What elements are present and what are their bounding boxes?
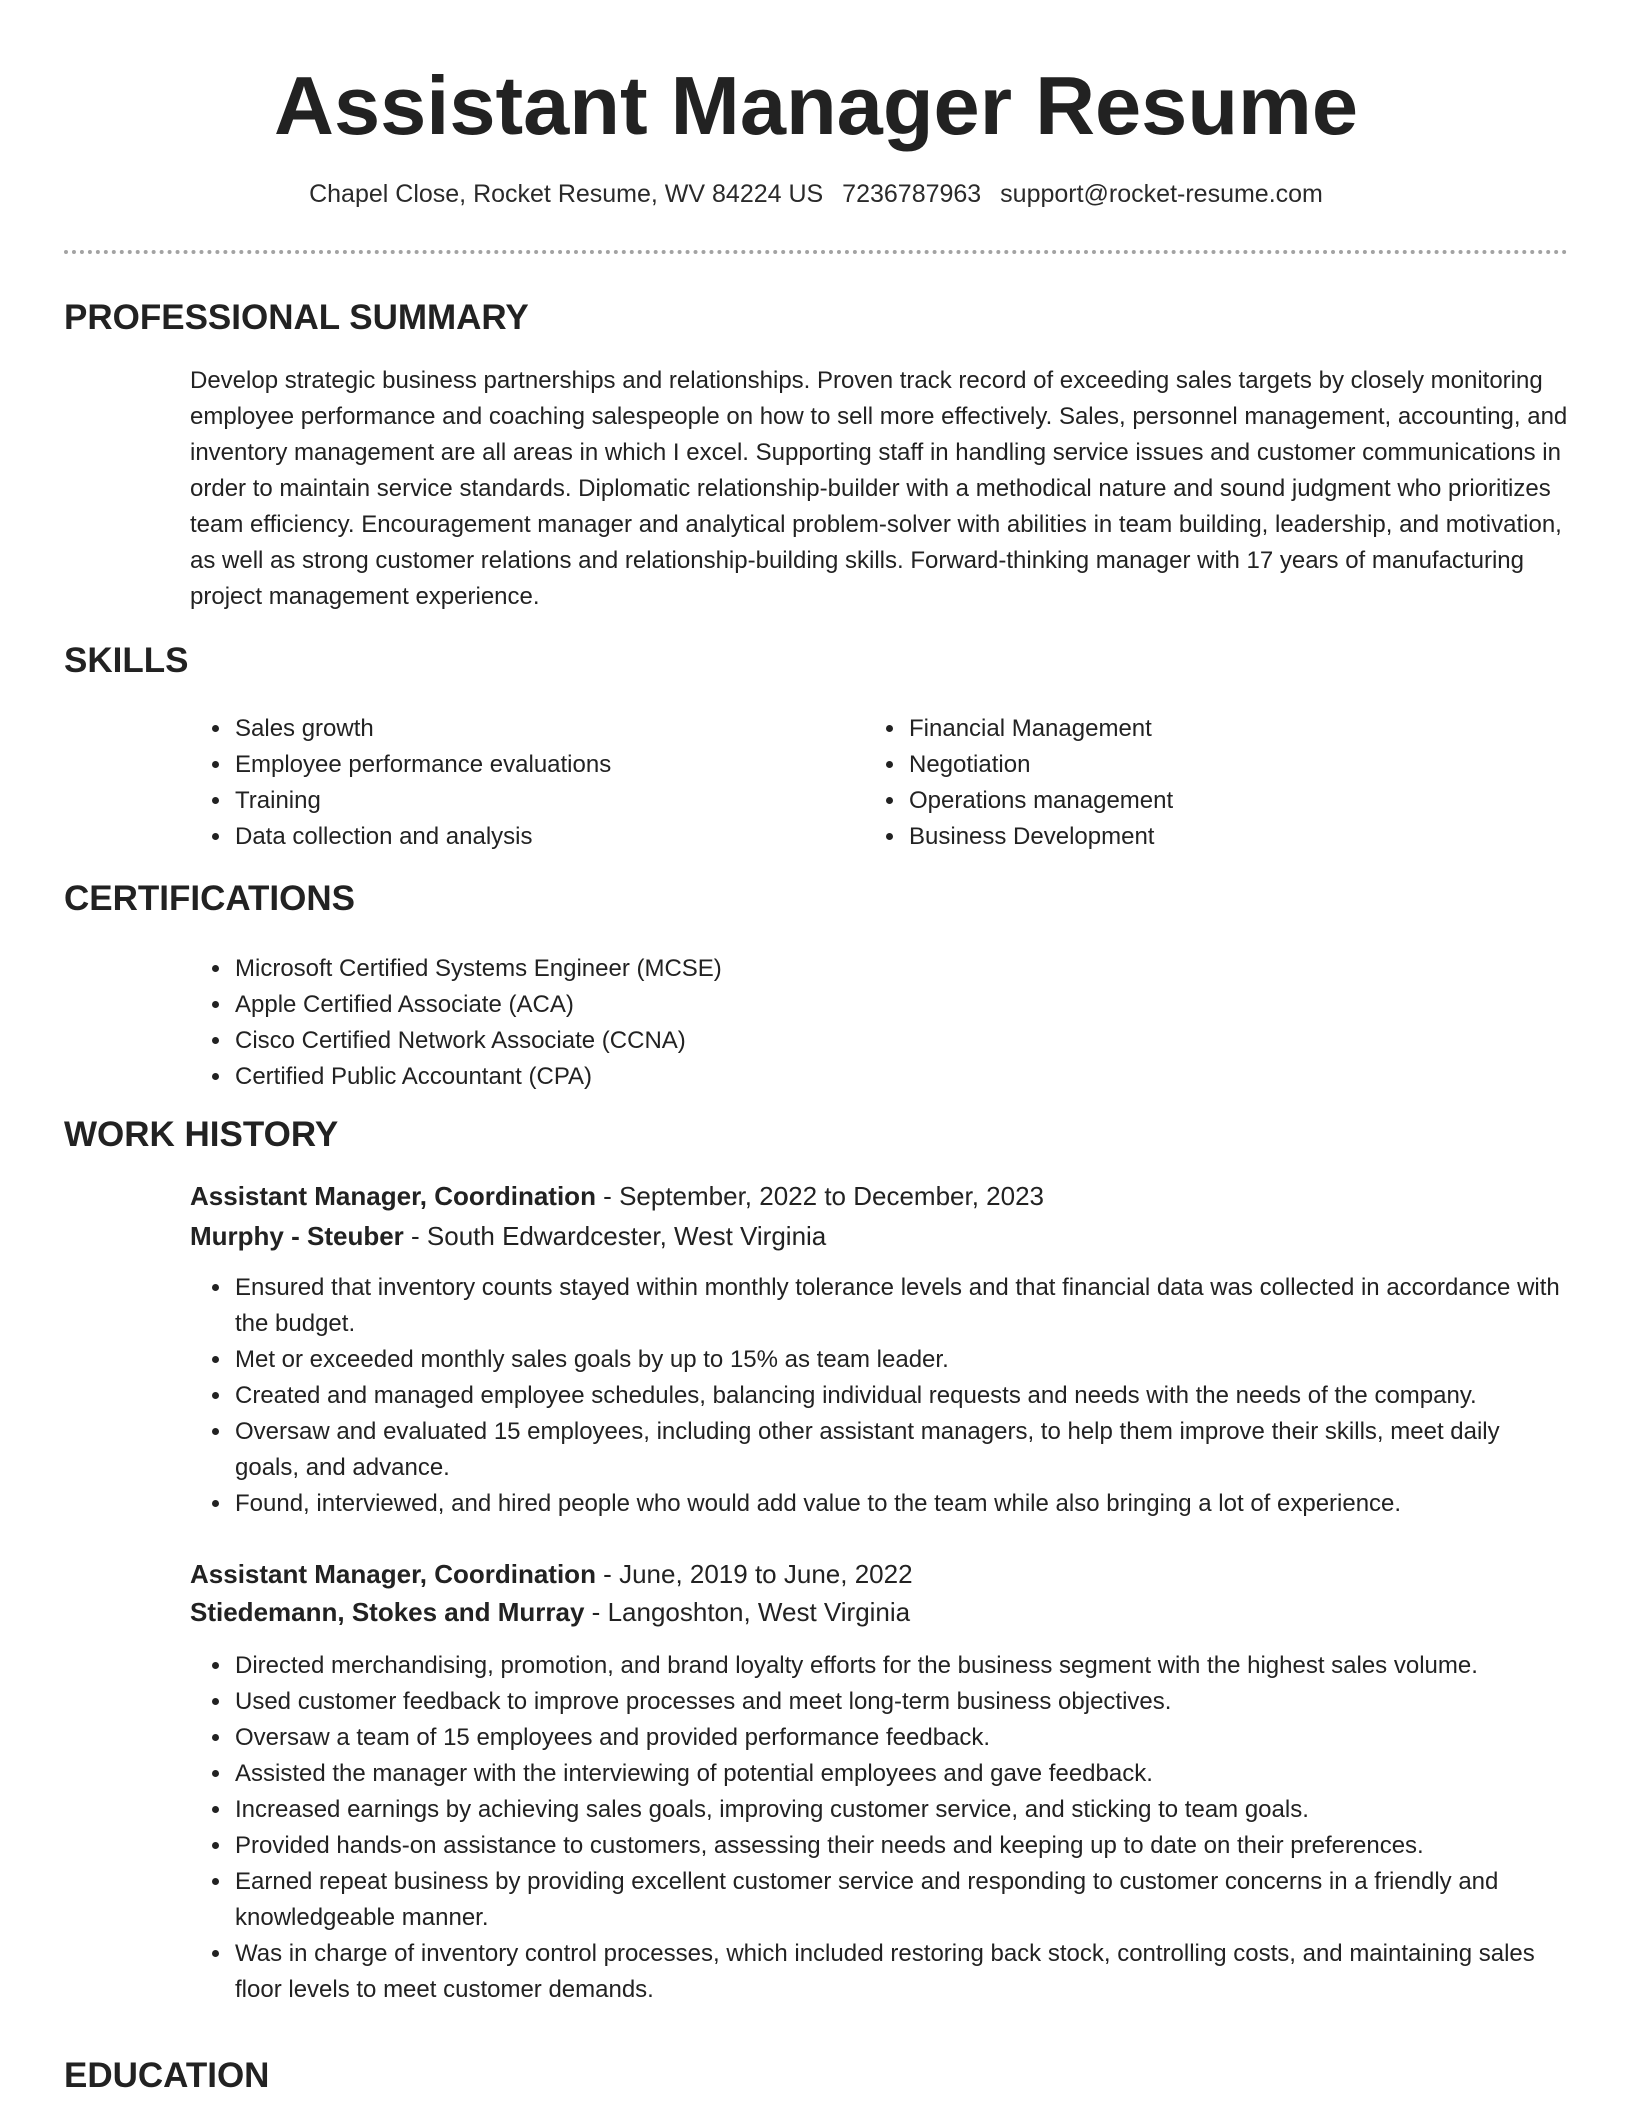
contact-address: Chapel Close, Rocket Resume, WV 84224 US <box>309 180 824 208</box>
section-title-work-history: WORK HISTORY <box>64 1115 339 1154</box>
job-bullet: • Oversaw a team of 15 employees and provided performance feedback. <box>233 1720 1568 1756</box>
section-title-skills: SKILLS <box>64 641 189 680</box>
job-bullet: • Increased earnings by achieving sales goals, improving customer service, and sticking to team goals. <box>233 1792 1568 1828</box>
job-bullet: • Ensured that inventory counts stayed within monthly tolerance levels and that financial data was collected in accordance with the budget. <box>233 1270 1568 1342</box>
job-bullet: • Was in charge of inventory control processes, which included restoring back stock, controlling costs, and maintaining sales floor levels to meet customer demands. <box>233 1936 1568 2008</box>
job-bullet: • Directed merchandising, promotion, and brand loyalty efforts for the business segment with the highest sales volume. <box>233 1648 1568 1684</box>
certification-item: • Microsoft Certified Systems Engineer (MCSE) <box>233 951 1568 987</box>
job-bullet: • Assisted the manager with the interviewing of potential employees and gave feedback. <box>233 1756 1568 1792</box>
job-bullet: • Used customer feedback to improve processes and meet long-term business objectives. <box>233 1684 1568 1720</box>
certifications-block <box>190 951 1568 1095</box>
job-2-company-line: Stiedemann, Stokes and Murray - Langoshton, West Virginia <box>190 1597 911 1627</box>
skill-item: • Sales growth <box>233 711 850 747</box>
resume-header <box>0 56 1632 210</box>
contact-line <box>0 178 1632 210</box>
skill-item: • Negotiation <box>907 747 1564 783</box>
job-dates: September, 2022 to December, 2023 <box>619 1181 1045 1211</box>
resume-title: Assistant Manager Resume <box>274 59 1358 152</box>
job-company: Murphy - Steuber <box>190 1221 404 1251</box>
skill-item: • Training <box>233 783 850 819</box>
certifications-list <box>190 951 1568 1095</box>
job-company: Stiedemann, Stokes and Murray <box>190 1597 585 1627</box>
certification-item: • Apple Certified Associate (ACA) <box>233 987 1568 1023</box>
job-role: Assistant Manager, Coordination <box>190 1559 596 1589</box>
job-bullet: • Found, interviewed, and hired people who would add value to the team while also bringing a lot of experience. <box>233 1486 1568 1522</box>
job-1-bullets <box>190 1270 1568 1522</box>
skills-list-left <box>190 711 850 855</box>
job-bullet-list <box>190 1648 1568 2008</box>
job-bullet: • Oversaw and evaluated 15 employees, including other assistant managers, to help them improve their skills, meet daily goals, and advance. <box>233 1414 1568 1486</box>
skills-column-right <box>864 711 1564 855</box>
job-dates: June, 2019 to June, 2022 <box>619 1559 913 1589</box>
section-title-certifications: CERTIFICATIONS <box>64 879 356 918</box>
job-location: South Edwardcester, West Virginia <box>426 1221 827 1251</box>
skill-item: • Data collection and analysis <box>233 819 850 855</box>
certification-item: • Cisco Certified Network Associate (CCNA) <box>233 1023 1568 1059</box>
job-2-title-line: Assistant Manager, Coordination - June, 2019 to June, 2022 <box>190 1559 913 1589</box>
job-1-title-line: Assistant Manager, Coordination - September, 2022 to December, 2023 <box>190 1181 1045 1211</box>
skills-column-left <box>190 711 850 855</box>
summary-text: Develop strategic business partnerships and relationships. Proven track record of exceeding sales targets by closely monitoring employee performance and coaching salespeople on how to sell more effectively. Sales, personnel management, accounting, and inventory management are all areas in which I excel. Supporting staff in handling service issues and customer communications in order to maintain service standards. Diplomatic relationship-builder with a methodical nature and sound judgment who prioritizes team efficiency. Encouragement manager and analytical problem-solver with abilities in team building, leadership, and motivation, as well as strong customer relations and relationship-building skills. Forward-thinking manager with 17 years of manufacturing project management experience. <box>190 367 1568 610</box>
job-role: Assistant Manager, Coordination <box>190 1181 596 1211</box>
header-divider <box>64 250 1568 254</box>
job-bullet: • Earned repeat business by providing excellent customer service and responding to customer concerns in a friendly and knowledgeable manner. <box>233 1864 1568 1936</box>
section-title-education: EDUCATION <box>64 2056 270 2095</box>
job-location: Langoshton, West Virginia <box>607 1597 911 1627</box>
job-2-bullets <box>190 1648 1568 2008</box>
job-1-company-line: Murphy - Steuber - South Edwardcester, West Virginia <box>190 1221 827 1251</box>
certification-item: • Certified Public Accountant (CPA) <box>233 1059 1568 1095</box>
section-title-summary: PROFESSIONAL SUMMARY <box>64 298 529 337</box>
skill-item: • Operations management <box>907 783 1564 819</box>
skill-item: • Financial Management <box>907 711 1564 747</box>
contact-phone: 7236787963 <box>842 180 982 208</box>
skills-list-right <box>864 711 1564 855</box>
skill-item: • Business Development <box>907 819 1564 855</box>
job-bullet: • Provided hands-on assistance to customers, assessing their needs and keeping up to date on their preferences. <box>233 1828 1568 1864</box>
skill-item: • Employee performance evaluations <box>233 747 850 783</box>
job-bullet: • Created and managed employee schedules, balancing individual requests and needs with the needs of the company. <box>233 1378 1568 1414</box>
contact-email: support@rocket-resume.com <box>1000 180 1323 208</box>
job-bullet: • Met or exceeded monthly sales goals by up to 15% as team leader. <box>233 1342 1568 1378</box>
job-bullet-list <box>190 1270 1568 1522</box>
